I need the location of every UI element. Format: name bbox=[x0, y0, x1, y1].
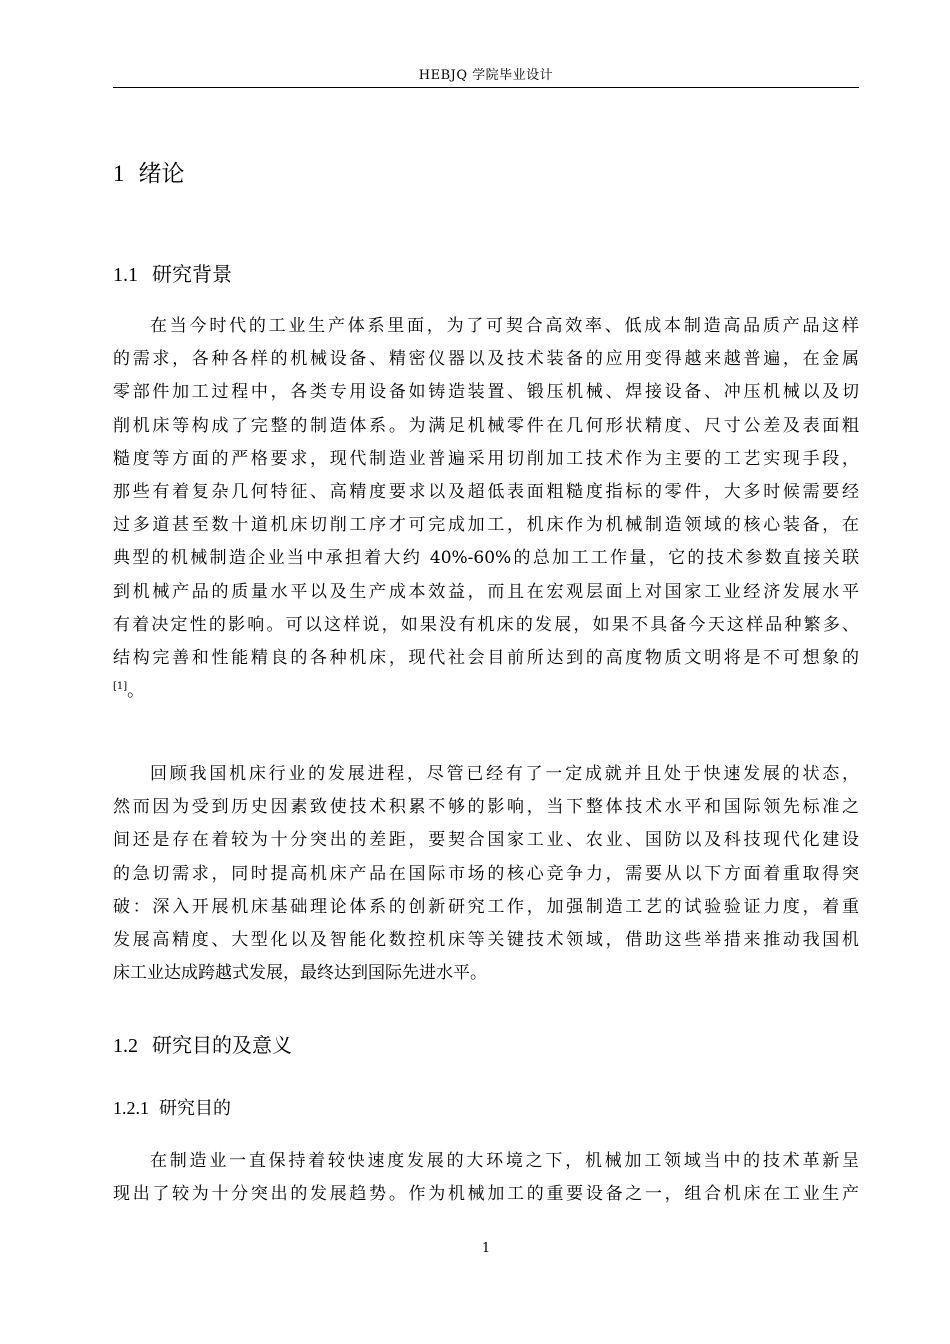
background-paragraph-1 bbox=[113, 310, 859, 708]
purpose-paragraph-1 bbox=[113, 1145, 859, 1211]
subsection-title: 研究目的 bbox=[159, 1098, 231, 1119]
paragraph-line: 然而因为受到历史因素致使技术积累不够的影响，当下整体技术水平和国际领先标准之 bbox=[113, 797, 859, 818]
paragraph-line: 零部件加工过程中，各类专用设备如铸造装置、锻压机械、焊接设备、冲压机械以及切 bbox=[113, 382, 859, 403]
paragraph-line: 的急切需求，同时提高机床产品在国际市场的核心竞争力，需要从以下方面着重取得突 bbox=[113, 863, 859, 884]
paragraph-line: 到机械产品的质量水平以及生产成本效益，而且在宏观层面上对国家工业经济发展水平 bbox=[113, 581, 859, 602]
paragraph-line: 床工业达成跨越式发展，最终达到国际先进水平。 bbox=[113, 963, 487, 984]
paragraph-line: 结构完善和性能精良的各种机床，现代社会目前所达到的高度物质文明将是不可想象的 bbox=[113, 647, 859, 668]
paragraph-line: 间还是存在着较为十分突出的差距，要契合国家工业、农业、国防以及科技现代化建设 bbox=[113, 830, 859, 851]
section-title: 研究背景 bbox=[152, 262, 232, 286]
paragraph-line: 那些有着复杂几何特征、高精度要求以及超低表面粗糙度指标的零件，大多时候需要经 bbox=[113, 481, 859, 502]
page-number: 1 bbox=[481, 1241, 491, 1256]
paragraph-end-mark: 。 bbox=[127, 681, 145, 702]
subsection-number: 1.2.1 bbox=[113, 1098, 149, 1118]
paragraph-line: 破：深入开展机床基础理论体系的创新研究工作，加强制造工艺的试验验证力度，着重 bbox=[113, 896, 859, 917]
paragraph-line: 削机床等构成了完整的制造体系。为满足机械零件在几何形状精度、尺寸公差及表面粗 bbox=[113, 415, 859, 436]
chapter-title: 绪论 bbox=[138, 161, 185, 187]
paragraph-line: 过多道甚至数十道机床切削工序才可完成加工，机床作为机械制造领域的核心装备，在 bbox=[113, 515, 859, 536]
chapter-number: 1 bbox=[113, 161, 125, 186]
paragraph-line: 现出了较为十分突出的发展趋势。作为机械加工的重要设备之一，组合机床在工业生产 bbox=[113, 1184, 859, 1205]
section-heading-1-2 bbox=[113, 1030, 292, 1061]
paragraph-line: 在当今时代的工业生产体系里面，为了可契合高效率、低成本制造高品质产品这样 bbox=[150, 316, 859, 336]
section-title: 研究目的及意义 bbox=[152, 1033, 292, 1057]
paragraph-line: 的需求，各种各样的机械设备、精密仪器以及技术装备的应用变得越来越普遍，在金属 bbox=[113, 349, 859, 370]
background-paragraph-2 bbox=[113, 758, 859, 990]
subsection-heading-1-2-1 bbox=[113, 1094, 231, 1123]
paragraph-line: 有着决定性的影响。可以这样说，如果没有机床的发展，如果不具备今天这样品种繁多、 bbox=[113, 614, 859, 635]
paragraph-line: 发展高精度、大型化以及智能化数控机床等关键技术领域，借助这些举措来推动我国机 bbox=[113, 929, 859, 950]
paragraph-line bbox=[113, 675, 859, 708]
section-number: 1.2 bbox=[113, 1035, 138, 1057]
section-number: 1.1 bbox=[113, 264, 138, 286]
section-heading-1-1 bbox=[113, 259, 232, 290]
page-header: HEBJQ 学院毕业设计 bbox=[418, 68, 554, 83]
citation-marker: [1] bbox=[113, 681, 128, 693]
header-divider bbox=[113, 87, 859, 88]
chapter-heading bbox=[113, 158, 185, 190]
paragraph-line: 在制造业一直保持着较快速度发展的大环境之下，机械加工领域当中的技术革新呈 bbox=[150, 1151, 859, 1171]
paragraph-line: 糙度等方面的严格要求，现代制造业普遍采用切削加工技术作为主要的工艺实现手段， bbox=[113, 448, 859, 469]
paragraph-line: 典型的机械制造企业当中承担着大约 40%-60%的总加工工作量，它的技术参数直接关联 bbox=[113, 548, 859, 569]
paragraph-line: 回顾我国机床行业的发展进程，尽管已经有了一定成就并且处于快速发展的状态， bbox=[150, 764, 859, 784]
